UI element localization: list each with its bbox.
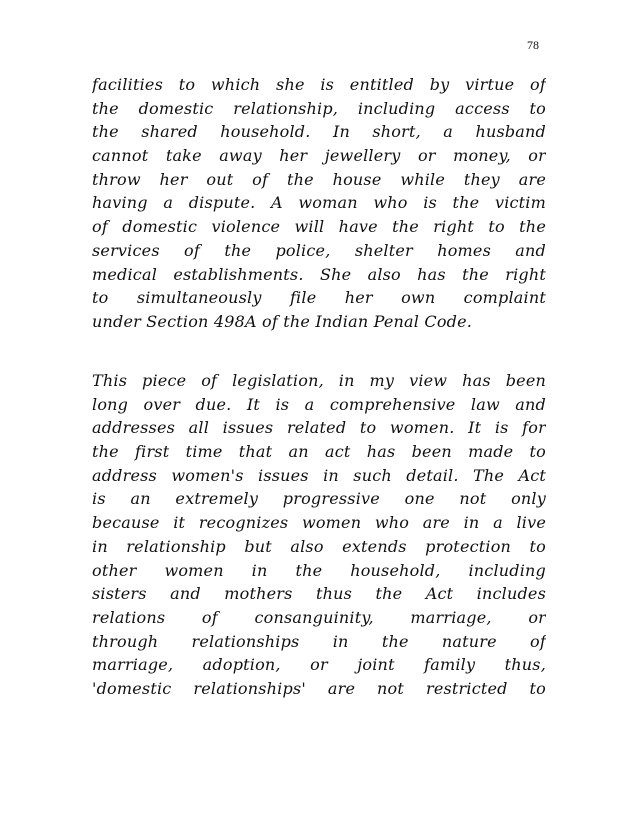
- page-number: 78: [527, 38, 539, 52]
- text-line: under Section 498A of the Indian Penal Code.: [92, 311, 473, 331]
- text-line: other women in the household, including: [92, 560, 546, 580]
- text-line: long over due. It is a comprehensive law and: [92, 394, 546, 414]
- text-line: in relationship but also extends protection to: [92, 536, 546, 556]
- text-line: medical establishments. She also has the right: [92, 264, 546, 284]
- text-line: of domestic violence will have the right to the: [92, 217, 546, 237]
- text-line: 'domestic relationships' are not restricted to: [92, 678, 546, 698]
- text-line: services of the police, shelter homes and: [92, 240, 546, 260]
- text-line: throw her out of the house while they are: [92, 169, 546, 189]
- text-line: to simultaneously file her own complaint: [92, 288, 546, 308]
- text-line: is an extremely progressive one not only: [92, 489, 546, 509]
- text-line: the domestic relationship, including access to: [92, 98, 546, 118]
- text-line: having a dispute. A woman who is the victim: [92, 193, 546, 213]
- paragraph-2: [92, 369, 546, 701]
- text-line: marriage, adoption, or joint family thus,: [92, 655, 546, 675]
- text-line: cannot take away her jewellery or money, or: [92, 146, 546, 166]
- text-line: address women's issues in such detail. The Act: [92, 465, 546, 485]
- text-line: sisters and mothers thus the Act includes: [92, 584, 546, 604]
- text-line: the first time that an act has been made to: [92, 442, 546, 462]
- text-line: This piece of legislation, in my view has been: [92, 371, 546, 390]
- text-line: through relationships in the nature of: [92, 631, 546, 651]
- text-line: addresses all issues related to women. It is for: [92, 418, 546, 438]
- paragraph-1: [92, 73, 546, 334]
- text-line: because it recognizes women who are in a live: [92, 513, 546, 533]
- text-line: the shared household. In short, a husband: [92, 122, 546, 142]
- text-line: facilities to which she is entitled by virtue of: [92, 75, 546, 94]
- text-line: relations of consanguinity, marriage, or: [92, 607, 546, 627]
